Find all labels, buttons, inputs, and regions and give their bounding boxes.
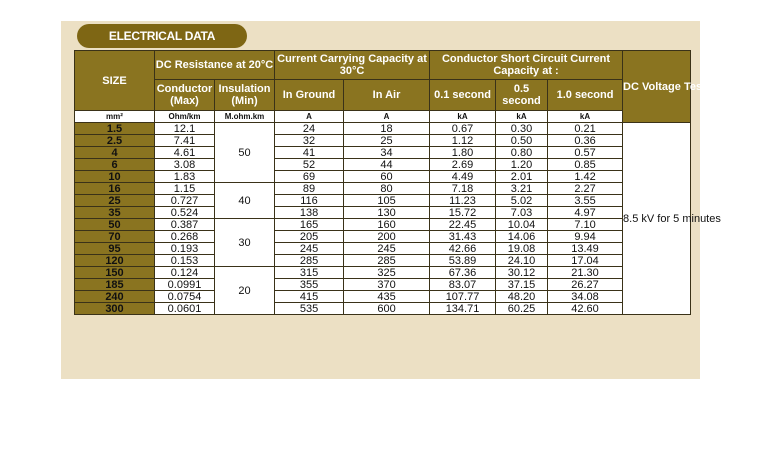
sc-1-0-cell: 3.55: [548, 195, 623, 207]
size-cell: 6: [75, 159, 155, 171]
size-cell: 70: [75, 231, 155, 243]
in-air-cell: 34: [344, 147, 430, 159]
sc-1-0-cell: 0.36: [548, 135, 623, 147]
in-air-cell: 44: [344, 159, 430, 171]
conductor-resistance-cell: 1.15: [155, 183, 215, 195]
unit-cell: kA: [548, 111, 623, 123]
sc-0-1-cell: 1.12: [430, 135, 496, 147]
unit-cell: kA: [430, 111, 496, 123]
sc-1-0-cell: 0.85: [548, 159, 623, 171]
sc-0-1-cell: 31.43: [430, 231, 496, 243]
size-cell: 240: [75, 291, 155, 303]
in-air-cell: 600: [344, 303, 430, 315]
size-cell: 35: [75, 207, 155, 219]
sc-0-5-cell: 30.12: [496, 267, 548, 279]
sc-0-5-cell: 3.21: [496, 183, 548, 195]
section-title: ELECTRICAL DATA: [77, 24, 247, 48]
conductor-resistance-cell: 12.1: [155, 123, 215, 135]
table-row: [75, 123, 691, 135]
size-cell: 16: [75, 183, 155, 195]
conductor-resistance-cell: 1.83: [155, 171, 215, 183]
table-body: [75, 122, 721, 315]
sc-1-0-cell: 21.30: [548, 267, 623, 279]
insulation-cell: 50: [215, 123, 275, 183]
sc-0-1-cell: 15.72: [430, 207, 496, 219]
sc-0-5-cell: 5.02: [496, 195, 548, 207]
in-air-cell: 285: [344, 255, 430, 267]
header-sc-0-5: 0.5 second: [496, 80, 548, 111]
in-air-cell: 370: [344, 279, 430, 291]
conductor-resistance-cell: 0.0991: [155, 279, 215, 291]
in-air-cell: 160: [344, 219, 430, 231]
sc-0-5-cell: 10.04: [496, 219, 548, 231]
size-cell: 300: [75, 303, 155, 315]
sc-0-1-cell: 2.69: [430, 159, 496, 171]
unit-cell: A: [344, 111, 430, 123]
sc-0-5-cell: 2.01: [496, 171, 548, 183]
header-size: SIZE: [75, 51, 155, 111]
sc-0-1-cell: 0.67: [430, 123, 496, 135]
size-cell: 1.5: [75, 123, 155, 135]
sc-1-0-cell: 17.04: [548, 255, 623, 267]
table-row: [75, 291, 691, 303]
unit-cell: mm²: [75, 111, 155, 123]
unit-cell: Ohm/km: [155, 111, 215, 123]
sc-1-0-cell: 13.49: [548, 243, 623, 255]
size-cell: 185: [75, 279, 155, 291]
size-cell: 95: [75, 243, 155, 255]
insulation-cell: 30: [215, 219, 275, 267]
sc-1-0-cell: 34.08: [548, 291, 623, 303]
in-air-cell: 105: [344, 195, 430, 207]
sc-1-0-cell: 1.42: [548, 171, 623, 183]
size-cell: 150: [75, 267, 155, 279]
in-ground-cell: 24: [275, 123, 344, 135]
table-row: [75, 243, 691, 255]
sc-1-0-cell: 0.57: [548, 147, 623, 159]
table-row: [75, 195, 691, 207]
table-row: [75, 147, 691, 159]
table-row: [75, 279, 691, 291]
sc-1-0-cell: 42.60: [548, 303, 623, 315]
in-air-cell: 325: [344, 267, 430, 279]
sc-1-0-cell: 9.94: [548, 231, 623, 243]
in-ground-cell: 116: [275, 195, 344, 207]
header-sc-1-0: 1.0 second: [548, 80, 623, 111]
in-air-cell: 18: [344, 123, 430, 135]
table-row: [75, 303, 691, 315]
table-row: [75, 207, 691, 219]
sc-0-5-cell: 14.06: [496, 231, 548, 243]
table-row: [75, 267, 691, 279]
conductor-resistance-cell: 0.268: [155, 231, 215, 243]
sc-0-5-cell: 0.30: [496, 123, 548, 135]
sc-0-1-cell: 7.18: [430, 183, 496, 195]
sc-0-1-cell: 11.23: [430, 195, 496, 207]
sc-0-5-cell: 1.20: [496, 159, 548, 171]
header-conductor: Conductor (Max): [155, 80, 215, 111]
electrical-data-table: [74, 50, 721, 315]
sc-0-1-cell: 83.07: [430, 279, 496, 291]
table-row: [75, 219, 691, 231]
header-in-ground: In Ground: [275, 80, 344, 111]
in-air-cell: 25: [344, 135, 430, 147]
table-row: [75, 183, 691, 195]
in-air-cell: 80: [344, 183, 430, 195]
conductor-resistance-cell: 0.524: [155, 207, 215, 219]
table-row: [75, 159, 691, 171]
in-ground-cell: 32: [275, 135, 344, 147]
conductor-resistance-cell: 0.387: [155, 219, 215, 231]
in-ground-cell: 315: [275, 267, 344, 279]
conductor-resistance-cell: 3.08: [155, 159, 215, 171]
sc-0-5-cell: 24.10: [496, 255, 548, 267]
in-ground-cell: 535: [275, 303, 344, 315]
sc-1-0-cell: 4.97: [548, 207, 623, 219]
in-ground-cell: 41: [275, 147, 344, 159]
sc-1-0-cell: 7.10: [548, 219, 623, 231]
in-ground-cell: 165: [275, 219, 344, 231]
sc-0-1-cell: 42.66: [430, 243, 496, 255]
in-ground-cell: 52: [275, 159, 344, 171]
in-ground-cell: 285: [275, 255, 344, 267]
in-ground-cell: 89: [275, 183, 344, 195]
sc-1-0-cell: 2.27: [548, 183, 623, 195]
sc-0-5-cell: 48.20: [496, 291, 548, 303]
header-insulation: Insulation (Min): [215, 80, 275, 111]
in-ground-cell: 69: [275, 171, 344, 183]
units-row: [75, 111, 691, 123]
table-row: [75, 135, 691, 147]
unit-cell: M.ohm.km: [215, 111, 275, 123]
size-cell: 2.5: [75, 135, 155, 147]
size-cell: 120: [75, 255, 155, 267]
header-current-capacity: Current Carrying Capacity at 30°C: [275, 51, 430, 80]
sc-0-5-cell: 7.03: [496, 207, 548, 219]
sc-1-0-cell: 26.27: [548, 279, 623, 291]
size-cell: 25: [75, 195, 155, 207]
sc-0-1-cell: 4.49: [430, 171, 496, 183]
dc-voltage-test-cell: 8.5 kV for 5 minutes: [623, 123, 691, 315]
conductor-resistance-cell: 0.0601: [155, 303, 215, 315]
sc-0-1-cell: 53.89: [430, 255, 496, 267]
unit-cell: kA: [496, 111, 548, 123]
conductor-resistance-cell: 0.153: [155, 255, 215, 267]
conductor-resistance-cell: 7.41: [155, 135, 215, 147]
sc-0-5-cell: 0.50: [496, 135, 548, 147]
in-air-cell: 60: [344, 171, 430, 183]
header-sc-0-1: 0.1 second: [430, 80, 496, 111]
header-dc-resistance: DC Resistance at 20°C: [155, 51, 275, 80]
sc-0-5-cell: 0.80: [496, 147, 548, 159]
sc-0-1-cell: 67.36: [430, 267, 496, 279]
table-row: [75, 171, 691, 183]
size-cell: 10: [75, 171, 155, 183]
in-ground-cell: 245: [275, 243, 344, 255]
unit-cell: A: [275, 111, 344, 123]
in-ground-cell: 355: [275, 279, 344, 291]
conductor-resistance-cell: 0.0754: [155, 291, 215, 303]
in-air-cell: 245: [344, 243, 430, 255]
sc-0-5-cell: 60.25: [496, 303, 548, 315]
in-ground-cell: 415: [275, 291, 344, 303]
table-row: [75, 231, 691, 243]
sc-0-1-cell: 134.71: [430, 303, 496, 315]
header-short-circuit: Conductor Short Circuit Current Capacity at :: [430, 51, 623, 80]
insulation-cell: 40: [215, 183, 275, 219]
in-air-cell: 435: [344, 291, 430, 303]
sc-1-0-cell: 0.21: [548, 123, 623, 135]
header-dc-voltage-test: DC Voltage Test: [623, 51, 691, 123]
in-air-cell: 200: [344, 231, 430, 243]
header-in-air: In Air: [344, 80, 430, 111]
sc-0-1-cell: 107.77: [430, 291, 496, 303]
table-row: [75, 255, 691, 267]
conductor-resistance-cell: 0.124: [155, 267, 215, 279]
size-cell: 50: [75, 219, 155, 231]
conductor-resistance-cell: 0.193: [155, 243, 215, 255]
in-ground-cell: 138: [275, 207, 344, 219]
sc-0-5-cell: 19.08: [496, 243, 548, 255]
conductor-resistance-cell: 4.61: [155, 147, 215, 159]
conductor-resistance-cell: 0.727: [155, 195, 215, 207]
sc-0-5-cell: 37.15: [496, 279, 548, 291]
insulation-cell: 20: [215, 267, 275, 315]
in-air-cell: 130: [344, 207, 430, 219]
sc-0-1-cell: 1.80: [430, 147, 496, 159]
size-cell: 4: [75, 147, 155, 159]
in-ground-cell: 205: [275, 231, 344, 243]
sc-0-1-cell: 22.45: [430, 219, 496, 231]
